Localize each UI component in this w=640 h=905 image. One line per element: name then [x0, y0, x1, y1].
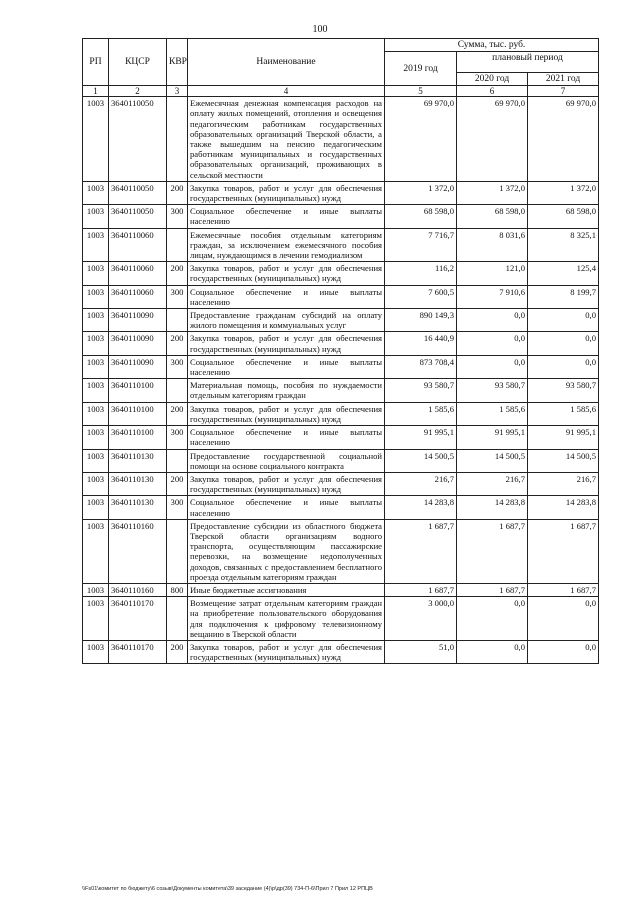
cell-value-2020: 0,0	[457, 640, 528, 663]
cell-value-2020: 1 687,7	[457, 519, 528, 583]
column-index: 4	[188, 86, 385, 97]
cell-value-2021: 68 598,0	[528, 205, 599, 228]
cell-kcsr: 3640110170	[109, 597, 167, 641]
cell-rp: 1003	[83, 97, 109, 182]
table-row	[83, 496, 599, 519]
cell-rp: 1003	[83, 379, 109, 402]
cell-name: Ежемесячные пособия отдельным категориям граждан, за исключением ежемесячного пособия лицам, нуждающимся в лечении гемодиализом	[188, 228, 385, 262]
cell-rp: 1003	[83, 285, 109, 308]
table-row	[83, 426, 599, 449]
column-index: 5	[385, 86, 457, 97]
table-row	[83, 597, 599, 641]
table-row	[83, 402, 599, 425]
cell-name: Возмещение затрат отдельным категориям граждан на приобретение пользовательского оборудования для подключения к цифровому телевизионному вещанию в Тверской области	[188, 597, 385, 641]
cell-value-2019: 14 500,5	[385, 449, 457, 472]
header-rp: РП	[83, 39, 109, 86]
cell-kvr: 200	[167, 262, 188, 285]
cell-value-2019: 116,2	[385, 262, 457, 285]
page-number: 100	[312, 24, 328, 35]
cell-rp: 1003	[83, 496, 109, 519]
cell-kvr: 300	[167, 496, 188, 519]
header-kcsr: КЦСР	[109, 39, 167, 86]
cell-value-2019: 216,7	[385, 472, 457, 495]
cell-value-2021: 8 199,7	[528, 285, 599, 308]
cell-kcsr: 3640110160	[109, 583, 167, 596]
cell-value-2021: 91 995,1	[528, 426, 599, 449]
table-row	[83, 472, 599, 495]
cell-value-2020: 0,0	[457, 355, 528, 378]
table-row	[83, 97, 599, 182]
cell-kvr: 200	[167, 472, 188, 495]
cell-rp: 1003	[83, 449, 109, 472]
cell-value-2020: 0,0	[457, 309, 528, 332]
cell-value-2020: 216,7	[457, 472, 528, 495]
cell-rp: 1003	[83, 355, 109, 378]
cell-value-2021: 216,7	[528, 472, 599, 495]
cell-value-2021: 0,0	[528, 309, 599, 332]
cell-kcsr: 3640110050	[109, 205, 167, 228]
table-header-row	[83, 39, 599, 52]
cell-rp: 1003	[83, 181, 109, 204]
cell-rp: 1003	[83, 519, 109, 583]
cell-value-2019: 890 149,3	[385, 309, 457, 332]
cell-rp: 1003	[83, 640, 109, 663]
cell-value-2021: 1 585,6	[528, 402, 599, 425]
cell-value-2020: 14 283,8	[457, 496, 528, 519]
cell-value-2019: 1 687,7	[385, 519, 457, 583]
cell-kcsr: 3640110100	[109, 379, 167, 402]
cell-kvr	[167, 309, 188, 332]
cell-value-2019: 69 970,0	[385, 97, 457, 182]
cell-value-2020: 121,0	[457, 262, 528, 285]
cell-kcsr: 3640110100	[109, 402, 167, 425]
cell-kvr: 200	[167, 402, 188, 425]
cell-rp: 1003	[83, 228, 109, 262]
cell-kcsr: 3640110090	[109, 309, 167, 332]
cell-kcsr: 3640110060	[109, 285, 167, 308]
cell-kvr: 800	[167, 583, 188, 596]
budget-table	[82, 38, 599, 664]
cell-value-2020: 0,0	[457, 597, 528, 641]
cell-value-2021: 93 580,7	[528, 379, 599, 402]
cell-rp: 1003	[83, 402, 109, 425]
header-name: Наименование	[188, 39, 385, 86]
cell-value-2019: 1 687,7	[385, 583, 457, 596]
table-row	[83, 205, 599, 228]
header-kvr: КВР	[167, 39, 188, 86]
column-index: 2	[109, 86, 167, 97]
cell-rp: 1003	[83, 426, 109, 449]
cell-kvr: 300	[167, 285, 188, 308]
cell-name: Социальное обеспечение и иные выплаты населению	[188, 285, 385, 308]
cell-kcsr: 3640110130	[109, 496, 167, 519]
cell-kcsr: 3640110050	[109, 97, 167, 182]
header-planning-period: плановый период	[457, 52, 599, 73]
cell-value-2019: 91 995,1	[385, 426, 457, 449]
table-row	[83, 262, 599, 285]
cell-kcsr: 3640110160	[109, 519, 167, 583]
cell-kcsr: 3640110170	[109, 640, 167, 663]
cell-kvr: 200	[167, 332, 188, 355]
cell-kvr: 300	[167, 355, 188, 378]
cell-value-2021: 0,0	[528, 640, 599, 663]
cell-name: Закупка товаров, работ и услуг для обеспечения государственных (муниципальных) нужд	[188, 181, 385, 204]
cell-value-2021: 1 687,7	[528, 519, 599, 583]
cell-name: Закупка товаров, работ и услуг для обеспечения государственных (муниципальных) нужд	[188, 472, 385, 495]
cell-value-2021: 14 500,5	[528, 449, 599, 472]
cell-value-2021: 125,4	[528, 262, 599, 285]
table-row	[83, 449, 599, 472]
cell-rp: 1003	[83, 583, 109, 596]
cell-value-2021: 0,0	[528, 597, 599, 641]
cell-value-2021: 0,0	[528, 332, 599, 355]
cell-rp: 1003	[83, 309, 109, 332]
cell-value-2020: 14 500,5	[457, 449, 528, 472]
cell-value-2019: 68 598,0	[385, 205, 457, 228]
cell-name: Закупка товаров, работ и услуг для обеспечения государственных (муниципальных) нужд	[188, 332, 385, 355]
cell-value-2019: 1 585,6	[385, 402, 457, 425]
cell-value-2020: 93 580,7	[457, 379, 528, 402]
table-row	[83, 519, 599, 583]
cell-value-2021: 8 325,1	[528, 228, 599, 262]
table-row	[83, 332, 599, 355]
cell-rp: 1003	[83, 262, 109, 285]
cell-value-2020: 8 031,6	[457, 228, 528, 262]
header-year-2020: 2020 год	[457, 72, 528, 85]
column-index: 3	[167, 86, 188, 97]
cell-name: Предоставление субсидии из областного бюджета Тверской области организациям водного транспорта, осуществляющим пассажирские перевозки, на возмещение недополученных доходов, связанных с предоставлением бесплатного проезда отдельным категориям граждан	[188, 519, 385, 583]
table-row	[83, 355, 599, 378]
cell-value-2021: 0,0	[528, 355, 599, 378]
cell-kcsr: 3640110050	[109, 181, 167, 204]
cell-kvr	[167, 228, 188, 262]
cell-rp: 1003	[83, 205, 109, 228]
cell-value-2020: 69 970,0	[457, 97, 528, 182]
column-index-row	[83, 86, 599, 97]
table-row	[83, 309, 599, 332]
table-row	[83, 285, 599, 308]
cell-kvr: 300	[167, 426, 188, 449]
cell-value-2021: 1 687,7	[528, 583, 599, 596]
cell-value-2020: 7 910,6	[457, 285, 528, 308]
column-index: 7	[528, 86, 599, 97]
cell-kcsr: 3640110060	[109, 262, 167, 285]
cell-kcsr: 3640110060	[109, 228, 167, 262]
cell-name: Социальное обеспечение и иные выплаты населению	[188, 496, 385, 519]
cell-kvr	[167, 519, 188, 583]
column-index: 1	[83, 86, 109, 97]
cell-value-2020: 1 585,6	[457, 402, 528, 425]
cell-value-2019: 7 716,7	[385, 228, 457, 262]
header-year-2021: 2021 год	[528, 72, 599, 85]
cell-kvr	[167, 379, 188, 402]
header-sum: Сумма, тыс. руб.	[385, 39, 599, 52]
footer-file-path: \\Fs01\комитет по бюджету\6 созыв\Документы комитета\39 заседание (4)\р\др(39) 734-П-6\Прил 7 Прил 12 РПЦВ	[82, 886, 373, 892]
cell-value-2020: 68 598,0	[457, 205, 528, 228]
cell-rp: 1003	[83, 332, 109, 355]
cell-kcsr: 3640110090	[109, 332, 167, 355]
cell-kcsr: 3640110130	[109, 449, 167, 472]
cell-kvr	[167, 597, 188, 641]
cell-name: Предоставление гражданам субсидий на оплату жилого помещения и коммунальных услуг	[188, 309, 385, 332]
cell-kvr: 200	[167, 640, 188, 663]
cell-value-2020: 1 372,0	[457, 181, 528, 204]
cell-name: Предоставление государственной социальной помощи на основе социального контракта	[188, 449, 385, 472]
cell-value-2019: 7 600,5	[385, 285, 457, 308]
cell-value-2019: 1 372,0	[385, 181, 457, 204]
header-year-2019: 2019 год	[385, 52, 457, 86]
table-row	[83, 640, 599, 663]
cell-value-2019: 873 708,4	[385, 355, 457, 378]
cell-rp: 1003	[83, 472, 109, 495]
cell-name: Социальное обеспечение и иные выплаты населению	[188, 426, 385, 449]
cell-value-2020: 1 687,7	[457, 583, 528, 596]
table-row	[83, 181, 599, 204]
cell-name: Закупка товаров, работ и услуг для обеспечения государственных (муниципальных) нужд	[188, 402, 385, 425]
cell-value-2021: 1 372,0	[528, 181, 599, 204]
cell-kvr	[167, 449, 188, 472]
cell-kvr: 200	[167, 181, 188, 204]
table-row	[83, 228, 599, 262]
cell-name: Социальное обеспечение и иные выплаты населению	[188, 205, 385, 228]
cell-value-2019: 93 580,7	[385, 379, 457, 402]
cell-kvr: 300	[167, 205, 188, 228]
column-index: 6	[457, 86, 528, 97]
table-row	[83, 583, 599, 596]
cell-name: Материальная помощь, пособия по нуждаемости отдельным категориям граждан	[188, 379, 385, 402]
cell-name: Закупка товаров, работ и услуг для обеспечения государственных (муниципальных) нужд	[188, 262, 385, 285]
cell-value-2019: 14 283,8	[385, 496, 457, 519]
cell-name: Иные бюджетные ассигнования	[188, 583, 385, 596]
cell-name: Социальное обеспечение и иные выплаты населению	[188, 355, 385, 378]
cell-kcsr: 3640110090	[109, 355, 167, 378]
cell-value-2019: 51,0	[385, 640, 457, 663]
cell-value-2019: 3 000,0	[385, 597, 457, 641]
cell-kvr	[167, 97, 188, 182]
table-row	[83, 379, 599, 402]
cell-name: Закупка товаров, работ и услуг для обеспечения государственных (муниципальных) нужд	[188, 640, 385, 663]
cell-name: Ежемесячная денежная компенсация расходов на оплату жилых помещений, отопления и освещения педагогическим работникам государственных образовательных организаций Тверской области, а также вышедшим на пенсию педагогическим работникам муниципальных и государственных образовательных организаций, проживающих в сельской местности	[188, 97, 385, 182]
cell-rp: 1003	[83, 597, 109, 641]
cell-value-2020: 91 995,1	[457, 426, 528, 449]
cell-value-2021: 69 970,0	[528, 97, 599, 182]
cell-kcsr: 3640110100	[109, 426, 167, 449]
cell-value-2021: 14 283,8	[528, 496, 599, 519]
cell-value-2019: 16 440,9	[385, 332, 457, 355]
cell-kcsr: 3640110130	[109, 472, 167, 495]
cell-value-2020: 0,0	[457, 332, 528, 355]
